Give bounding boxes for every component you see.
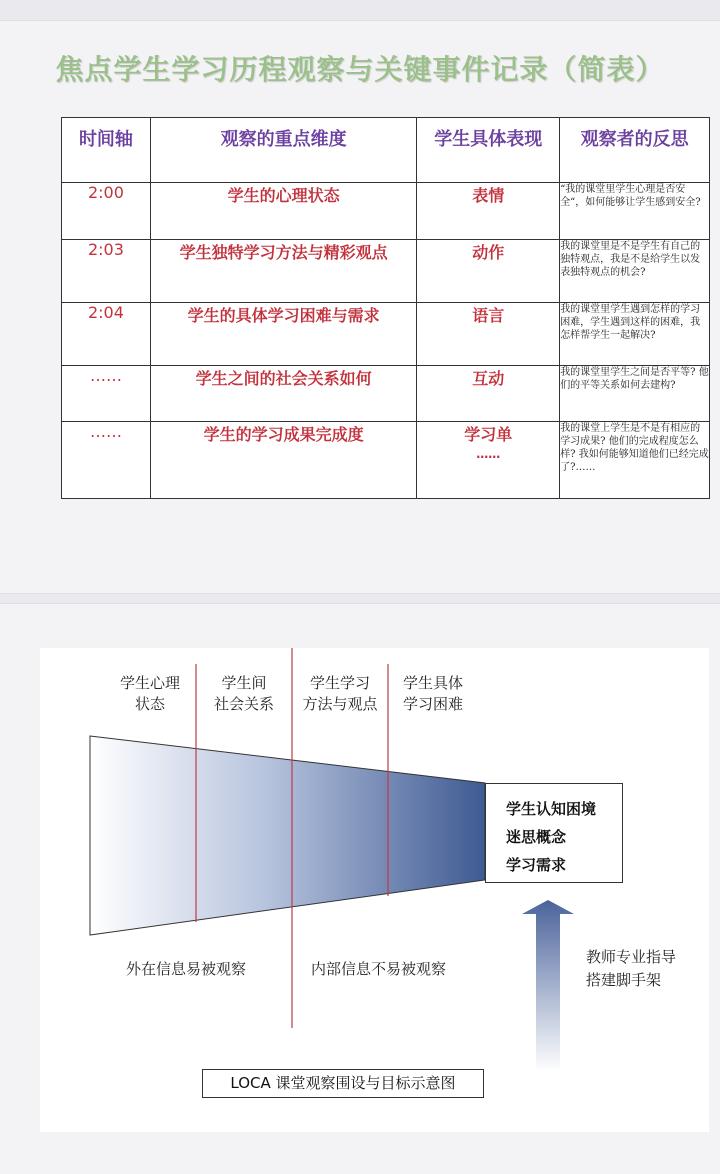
- cell-performance-ellipsis: ……: [476, 447, 501, 461]
- cell-performance: 动作: [417, 240, 560, 303]
- cell-performance-main: 学习单: [464, 425, 513, 444]
- table-row: [62, 366, 710, 422]
- cell-reflection: “我的课堂里学生心理是否安全“，如何能够让学生感到安全?: [560, 183, 710, 240]
- loca-diagram: [40, 648, 709, 1132]
- header-observer-reflection: 观察者的反思: [560, 118, 710, 183]
- category-learning-difficulties: [390, 673, 476, 715]
- category-line: 学生具体: [402, 674, 463, 692]
- header-student-performance: 学生具体表现: [417, 118, 560, 183]
- teacher-line: 搭建脚手架: [586, 971, 662, 989]
- header-focus-dimension: 观察的重点维度: [150, 118, 417, 183]
- teacher-line: 教师专业指导: [586, 948, 677, 966]
- cell-performance: 语言: [417, 303, 560, 366]
- up-arrow-icon: [522, 900, 574, 1072]
- external-info-label: 外在信息易被观察: [126, 960, 247, 978]
- teacher-guidance-label: [586, 946, 676, 992]
- category-line: 社会关系: [213, 695, 274, 713]
- page-title: 焦点学生学习历程观察与关键事件记录（简表）: [55, 53, 665, 86]
- cell-performance: [417, 422, 560, 499]
- cell-time: 2:00: [62, 183, 151, 240]
- funnel-shape: [90, 736, 485, 935]
- table-header-row: [62, 118, 710, 183]
- category-line: 学生学习: [309, 674, 370, 692]
- observation-table: [61, 117, 710, 499]
- category-line: 学生心理: [119, 674, 180, 692]
- funnel-graphic: [40, 648, 709, 1132]
- target-box: [485, 783, 623, 883]
- cell-dimension: 学生之间的社会关系如何: [150, 366, 417, 422]
- cell-dimension: 学生独特学习方法与精彩观点: [150, 240, 417, 303]
- cell-time: 2:04: [62, 303, 151, 366]
- internal-info-label: 内部信息不易被观察: [311, 960, 447, 978]
- cell-dimension: 学生的心理状态: [150, 183, 417, 240]
- target-line: 学习需求: [506, 856, 567, 874]
- category-psychology: [108, 673, 192, 715]
- cell-reflection: 我的课堂里学生遇到怎样的学习困难，学生遇到这样的困难，我怎样帮学生一起解决?: [560, 303, 710, 366]
- cell-performance: 互动: [417, 366, 560, 422]
- cell-reflection: 我的课堂上学生是不是有相应的学习成果? 他们的完成程度怎么样? 我如何能够知道他们已经完成了?……: [560, 422, 710, 499]
- cell-dimension: 学生的学习成果完成度: [150, 422, 417, 499]
- cell-dimension: 学生的具体学习困难与需求: [150, 303, 417, 366]
- category-line: 学生间: [221, 674, 267, 692]
- target-line: 学生认知困境: [506, 800, 597, 818]
- cell-time: ……: [62, 366, 151, 422]
- category-line: 学习困难: [402, 695, 463, 713]
- diagram-caption: LOCA 课堂观察围设与目标示意图: [202, 1069, 484, 1098]
- category-social-relations: [200, 673, 288, 715]
- cell-time: ……: [62, 422, 151, 499]
- table-row: [62, 422, 710, 499]
- cell-reflection: 我的课堂里是不是学生有自己的独特观点，我是不是给学生以发表独特观点的机会?: [560, 240, 710, 303]
- table-row: [62, 183, 710, 240]
- category-line: 方法与观点: [302, 695, 378, 713]
- category-line: 状态: [134, 695, 165, 713]
- target-line: 迷思概念: [506, 828, 567, 846]
- cell-time: 2:03: [62, 240, 151, 303]
- cell-performance: 表情: [417, 183, 560, 240]
- category-methods-views: [294, 673, 386, 715]
- table-row: [62, 240, 710, 303]
- cell-reflection: 我的课堂里学生之间是否平等? 他们的平等关系如何去建构?: [560, 366, 710, 422]
- table-row: [62, 303, 710, 366]
- header-timeline: 时间轴: [62, 118, 151, 183]
